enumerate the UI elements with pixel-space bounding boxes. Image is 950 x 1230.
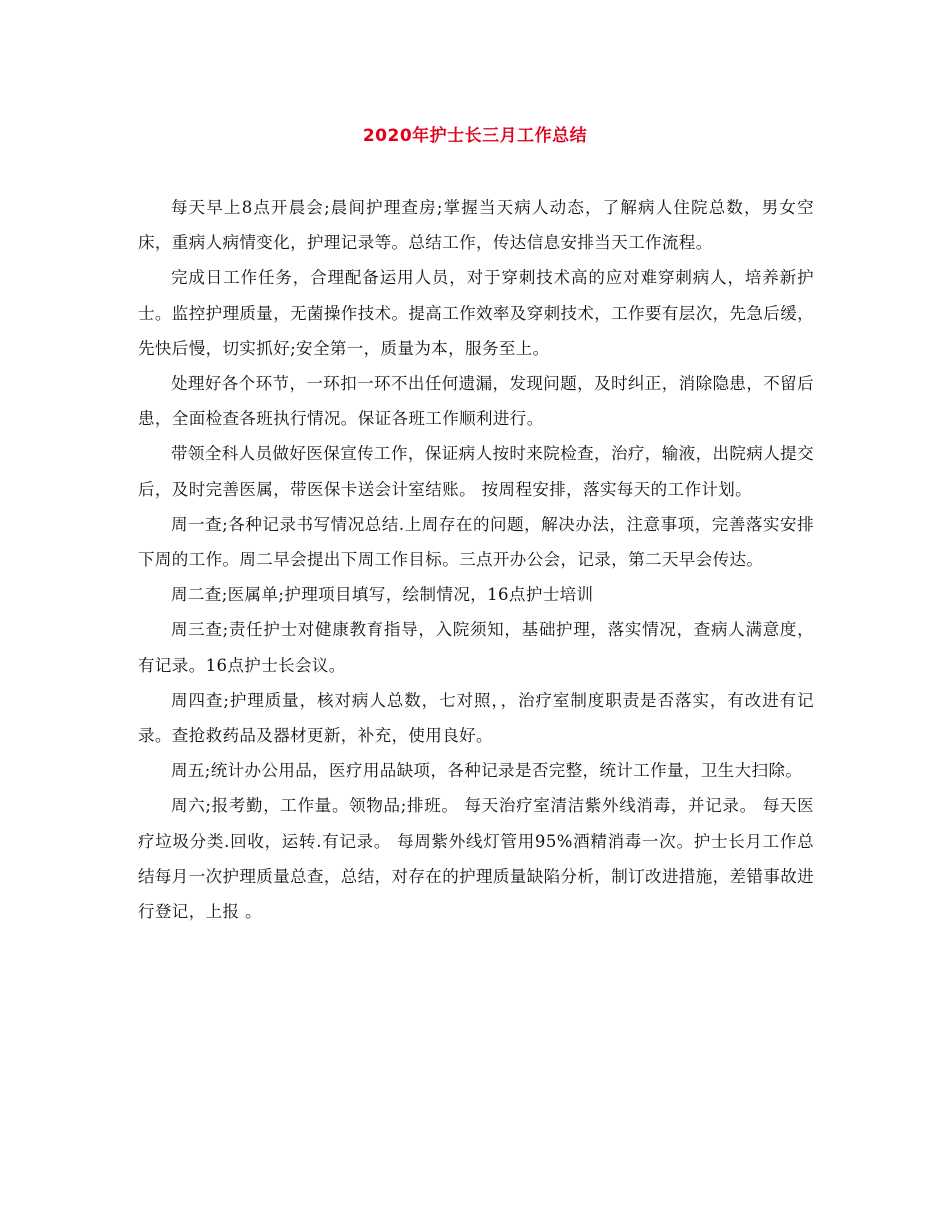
paragraph-thursday-check: 周四查;护理质量，核对病人总数，七对照，，治疗室制度职责是否落实，有改进有记录。查抢救药品及器材更新，补充，使用良好。	[138, 690, 814, 746]
paragraph-wednesday-check: 周三查;责任护士对健康教育指导，入院须知，基础护理，落实情况，查病人满意度，有记录。16点护士长会议。	[138, 620, 814, 675]
paragraph-monday-check: 周一查;各种记录书写情况总结.上周存在的问题，解决办法，注意事项，完善落实安排下周的工作。周二早会提出下周工作目标。三点开办公会，记录，第二天早会传达。	[138, 514, 814, 570]
paragraph-process-handling: 处理好各个环节，一环扣一环不出任何遗漏，发现问题，及时纠正，消除隐患，不留后患，全面检查各班执行情况。保证各班工作顺利进行。	[138, 374, 814, 429]
document-title: 2020年护士长三月工作总结	[362, 126, 588, 146]
paragraph-tuesday-check: 周二查;医属单;护理项目填写，绘制情况，16点护士培训	[171, 585, 594, 605]
paragraph-saturday-check: 周六;报考勤，工作量。领物品;排班。 每天治疗室清洁紫外线消毒，并记录。 每天医疗垃圾分类.回收，运转.有记录。 每周紫外线灯管用95%酒精消毒一次。护士长月工作总结每月一次护理质量总查，总结，对存在的护理质量缺陷分析，制订改进措施，差错事故进行登记，上报 。	[138, 796, 814, 922]
document-body	[138, 190, 814, 929]
paragraph-insurance-publicity: 带领全科人员做好医保宣传工作，保证病人按时来院检查，治疗，输液，出院病人提交后，及时完善医属，带医保卡送会计室结账。 按周程安排，落实每天的工作计划。	[138, 444, 814, 499]
paragraph-morning-meeting: 每天早上8点开晨会;晨间护理查房;掌握当天病人动态，了解病人住院总数，男女空床，重病人病情变化，护理记录等。总结工作，传达信息安排当天工作流程。	[138, 198, 814, 253]
paragraph-daily-tasks: 完成日工作任务，合理配备运用人员，对于穿刺技术高的应对难穿刺病人，培养新护士。监控护理质量，无菌操作技术。提高工作效率及穿刺技术，工作要有层次，先急后缓，先快后慢，切实抓好;安全第一，质量为本，服务至上。	[138, 268, 814, 358]
paragraph-friday-check: 周五;统计办公用品，医疗用品缺项，各种记录是否完整，统计工作量，卫生大扫除。	[171, 761, 803, 781]
